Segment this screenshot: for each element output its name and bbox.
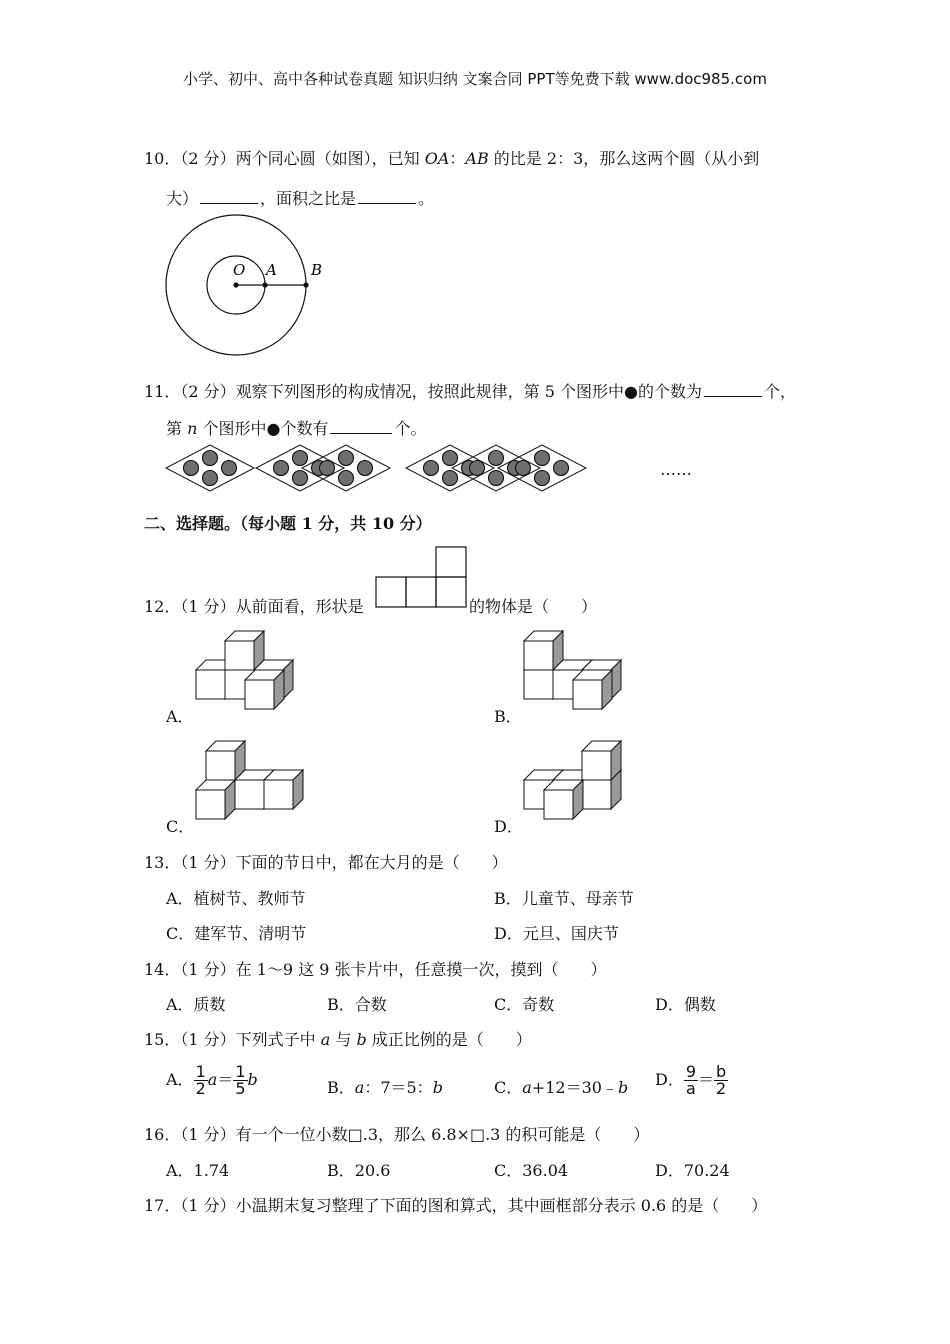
cube xyxy=(206,741,245,780)
q14-option-d[interactable]: D．偶数 xyxy=(655,995,716,1014)
q12-option-d[interactable]: D． xyxy=(494,817,523,836)
pattern-dot xyxy=(516,461,531,476)
cube xyxy=(544,780,583,819)
q10-line2-c: 。 xyxy=(418,189,435,208)
q10-oa: OA xyxy=(424,149,450,168)
q15-opt-a-frac2: $\frac{1}{5}$ xyxy=(235,1062,246,1098)
q13-text: 13．（1 分）下面的节日中，都在大月的是（ ） xyxy=(144,853,508,872)
cube xyxy=(582,741,621,780)
cube xyxy=(196,780,235,819)
pattern-dot xyxy=(554,461,569,476)
q11-text: 11．（2 分）观察下列图形的构成情况，按照此规律，第 5 个图形中●的个数为 xyxy=(144,382,702,401)
q10-ab: AB xyxy=(465,149,489,168)
q15-opt-d-frac1: $\frac{9}{a}$ xyxy=(685,1062,697,1098)
q10-blank-1[interactable] xyxy=(200,189,258,204)
q15-opt-c-label: C． xyxy=(494,1078,523,1097)
cube xyxy=(573,670,612,709)
q12-option-b[interactable]: B． xyxy=(494,707,522,726)
cube-figure-d xyxy=(518,730,638,830)
point-o xyxy=(233,282,238,287)
q15-option-a[interactable] xyxy=(166,1064,258,1097)
cube xyxy=(245,670,284,709)
pattern-dot xyxy=(203,451,218,466)
q15-opt-c-b: b xyxy=(617,1078,629,1097)
cube-figure-c xyxy=(190,730,310,830)
pattern-dot xyxy=(535,451,550,466)
q15-option-b[interactable] xyxy=(327,1075,443,1098)
label-b: B xyxy=(311,261,323,279)
q15-text-b: 与 xyxy=(330,1030,357,1049)
pattern-dot xyxy=(443,471,458,486)
pattern-dot xyxy=(203,471,218,486)
q15-opt-a-frac1: $\frac{1}{2}$ xyxy=(195,1062,206,1098)
pattern-dot xyxy=(424,461,439,476)
q15-opt-a-var2: b xyxy=(247,1070,258,1089)
pattern-dot xyxy=(489,451,504,466)
q14-option-c[interactable]: C．奇数 xyxy=(494,995,555,1014)
q15-opt-a-label: A． xyxy=(166,1070,194,1089)
q12-text-b: 的物体是（ ） xyxy=(469,597,598,616)
q15-text xyxy=(144,1027,532,1050)
q17-text: 17．（1 分）小温期末复习整理了下面的图和算式，其中画框部分表示 0.6 的是（ ） xyxy=(144,1196,768,1215)
q10-line2-b: ，面积之比是 xyxy=(260,189,357,208)
q13-option-c[interactable]: C．建军节、清明节 xyxy=(166,924,307,943)
q14-option-a[interactable]: A．质数 xyxy=(166,995,226,1014)
q12-option-c[interactable]: C． xyxy=(166,817,195,836)
q13-option-d[interactable]: D．元旦、国庆节 xyxy=(494,924,619,943)
q15-option-d[interactable] xyxy=(655,1064,728,1097)
q15-opt-d-eq: ＝ xyxy=(698,1070,715,1089)
pattern-dot xyxy=(358,461,373,476)
q11-line1 xyxy=(144,379,796,402)
q15-opt-b-label: B． xyxy=(327,1078,355,1097)
q14-option-b[interactable]: B．合数 xyxy=(327,995,387,1014)
q10-line2 xyxy=(166,186,434,209)
q11-line2-b: 个图形中●个数有 xyxy=(197,419,329,438)
q15-opt-a-var1: a xyxy=(207,1070,218,1089)
pattern-dot xyxy=(535,471,550,486)
label-a: A xyxy=(266,261,277,279)
pattern-dot xyxy=(489,471,504,486)
cube-figure-a xyxy=(190,620,310,720)
concentric-circles-figure xyxy=(160,210,340,362)
q16-option-c[interactable]: C．36.04 xyxy=(494,1161,569,1180)
q15-var-b: b xyxy=(356,1030,367,1049)
q16-option-d[interactable]: D．70.24 xyxy=(655,1161,730,1180)
pattern-dot xyxy=(339,451,354,466)
q11-blank-2[interactable] xyxy=(330,419,392,434)
q16-option-a[interactable]: A．1.74 xyxy=(166,1161,230,1180)
q15-opt-d-label: D． xyxy=(655,1070,684,1089)
q15-opt-c-a: a xyxy=(522,1078,532,1097)
label-o: O xyxy=(233,261,246,279)
q11-line2-c: 个。 xyxy=(394,419,427,438)
q15-option-c[interactable] xyxy=(494,1075,628,1098)
q10-blank-2[interactable] xyxy=(358,189,416,204)
q15-var-a: a xyxy=(320,1030,331,1049)
section-title: 二、选择题。（每小题 1 分，共 10 分） xyxy=(144,514,432,533)
q15-opt-b-b: b xyxy=(432,1078,443,1097)
point-b xyxy=(303,282,308,287)
q12-text-a: 12．（1 分）从前面看，形状是 xyxy=(144,597,364,616)
page-header: 小学、初中、高中各种试卷真题 知识归纳 文案合同 PPT等免费下载 www.doc985.com xyxy=(183,70,767,88)
pattern-dot xyxy=(274,461,289,476)
q16-option-b[interactable]: B．20.6 xyxy=(327,1161,391,1180)
q10-text-b: 的比是 2：3，那么这两个圆（从小到 xyxy=(488,149,760,168)
q10-text: 10．（2 分）两个同心圆（如图），已知 xyxy=(144,149,425,168)
pattern-dot xyxy=(293,471,308,486)
q16-text: 16．（1 分）有一个一位小数□.3，那么 6.8×□.3 的积可能是（ ） xyxy=(144,1125,650,1144)
pattern-dot xyxy=(293,451,308,466)
q10-line1 xyxy=(144,146,759,169)
pattern-dot xyxy=(184,461,199,476)
q15-text-a: 15．（1 分）下列式子中 xyxy=(144,1030,321,1049)
pattern-dot xyxy=(320,461,335,476)
q14-text: 14．（1 分）在 1～9 这 9 张卡片中，任意摸一次，摸到（ ） xyxy=(144,960,607,979)
cube xyxy=(225,631,264,670)
pattern-dot xyxy=(339,471,354,486)
q10-line2-a: 大） xyxy=(166,189,199,208)
cube-figure-b xyxy=(518,620,638,720)
q13-option-a[interactable]: A．植树节、教师节 xyxy=(166,889,306,908)
point-a xyxy=(262,282,267,287)
pattern-ellipsis: …… xyxy=(660,460,692,479)
q11-text-b: 个， xyxy=(763,382,796,401)
dot-pattern-figure xyxy=(160,442,630,496)
q11-n: n xyxy=(187,419,198,438)
q11-blank-1[interactable] xyxy=(704,382,762,397)
q15-opt-b-rest: ：7＝5： xyxy=(364,1078,433,1097)
pattern-dot xyxy=(222,461,237,476)
pattern-dot xyxy=(470,461,485,476)
front-view-shape xyxy=(374,545,470,609)
q12-option-a[interactable]: A． xyxy=(166,707,194,726)
cube xyxy=(264,770,303,809)
q11-line2-a: 第 xyxy=(166,419,188,438)
q10-colon: ： xyxy=(449,149,466,168)
q15-opt-c-mid: +12＝30﹣ xyxy=(531,1078,618,1097)
q11-line2 xyxy=(166,416,426,439)
q15-text-c: 成正比例的是（ ） xyxy=(366,1030,532,1049)
q15-opt-b-a: a xyxy=(354,1078,365,1097)
q15-opt-d-frac2: $\frac{b}{2}$ xyxy=(716,1062,727,1098)
q13-option-b[interactable]: B．儿童节、母亲节 xyxy=(494,889,634,908)
q15-opt-a-eq: ＝ xyxy=(217,1070,234,1089)
pattern-dot xyxy=(443,451,458,466)
cube xyxy=(524,631,563,670)
